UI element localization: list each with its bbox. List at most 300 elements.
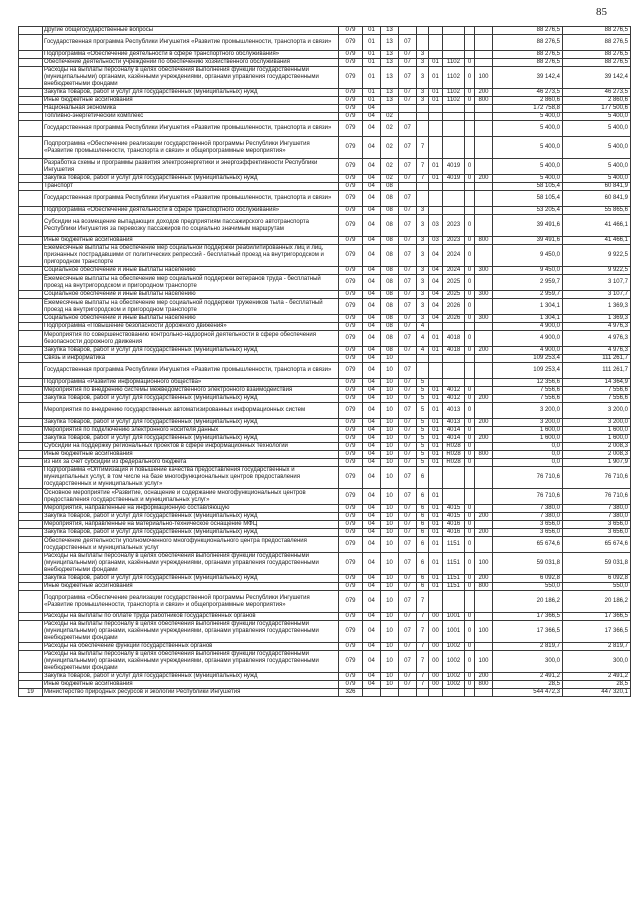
- amount-year-2: 76 710,6: [563, 489, 631, 505]
- table-row: [19, 521, 631, 529]
- sub-code: [465, 355, 475, 363]
- expense-type-code: [475, 323, 493, 331]
- direction-code: 2023: [443, 237, 465, 245]
- program-code: 07: [399, 529, 417, 537]
- program-code: 07: [399, 591, 417, 613]
- section-code: 01: [363, 35, 381, 51]
- program-code: 07: [399, 363, 417, 379]
- table-body: [19, 27, 631, 697]
- section-code: 04: [363, 237, 381, 245]
- row-description: Закупка товаров, работ и услуг для государственных (муниципальных) нужд: [43, 513, 339, 521]
- amount-year-1: 17 366,5: [493, 613, 563, 621]
- row-description: Мероприятия по совершенствованию контрольно-надзорной деятельности в сфере обеспечения безопасности дорожного движения: [43, 331, 339, 347]
- section-code: 01: [363, 59, 381, 67]
- expense-type-code: 800: [475, 237, 493, 245]
- subprogram-code: [417, 689, 429, 697]
- amount-year-2: 59 031,8: [563, 553, 631, 575]
- amount-year-2: 7 380,0: [563, 505, 631, 513]
- event-code: 01: [429, 331, 443, 347]
- table-row: [19, 681, 631, 689]
- amount-year-1: 4 900,0: [493, 323, 563, 331]
- subprogram-code: [417, 121, 429, 137]
- ministry-code: 326: [339, 689, 363, 697]
- subsection-code: 10: [381, 467, 399, 489]
- sub-code: 0: [465, 387, 475, 395]
- sub-code: 0: [465, 315, 475, 323]
- section-code: [363, 689, 381, 697]
- sub-code: [465, 183, 475, 191]
- subsection-code: [381, 689, 399, 697]
- subprogram-code: [417, 105, 429, 113]
- expense-type-code: 200: [475, 175, 493, 183]
- row-description: Связь и информатика: [43, 355, 339, 363]
- section-code: 04: [363, 521, 381, 529]
- subsection-code: 10: [381, 681, 399, 689]
- ministry-code: 079: [339, 207, 363, 215]
- sub-code: 0: [465, 621, 475, 643]
- table-row: [19, 267, 631, 275]
- row-description: Расходы на выплаты персоналу в целях обеспечения выполнения функций государственными (муниципальными) органами, казёнными учреждениями, органами управления государственными внебюджетными фондами: [43, 651, 339, 673]
- subsection-code: 08: [381, 191, 399, 207]
- section-code: 04: [363, 651, 381, 673]
- section-code: 04: [363, 245, 381, 267]
- row-number: [19, 521, 43, 529]
- expense-type-code: [475, 113, 493, 121]
- subsection-code: 10: [381, 363, 399, 379]
- program-code: 07: [399, 267, 417, 275]
- row-description: Закупка товаров, работ и услуг для государственных (муниципальных) нужд: [43, 395, 339, 403]
- sub-code: 0: [465, 403, 475, 419]
- row-number: [19, 113, 43, 121]
- sub-code: [465, 379, 475, 387]
- row-number: [19, 583, 43, 591]
- expense-type-code: [475, 245, 493, 267]
- amount-year-1: 39 142,4: [493, 67, 563, 89]
- amount-year-1: 20 186,2: [493, 591, 563, 613]
- amount-year-1: 6 092,8: [493, 575, 563, 583]
- subprogram-code: 3: [417, 97, 429, 105]
- table-row: [19, 59, 631, 67]
- amount-year-1: 58 105,4: [493, 191, 563, 207]
- amount-year-2: 5 400,0: [563, 137, 631, 159]
- amount-year-2: 55 865,6: [563, 207, 631, 215]
- amount-year-1: 9 450,0: [493, 267, 563, 275]
- row-description: Социальное обеспечение и иные выплаты населению: [43, 291, 339, 299]
- row-description: Закупка товаров, работ и услуг для государственных (муниципальных) нужд: [43, 419, 339, 427]
- expense-type-code: 200: [475, 513, 493, 521]
- direction-code: 1002: [443, 673, 465, 681]
- program-code: 07: [399, 553, 417, 575]
- row-description: Иные бюджетные ассигнования: [43, 97, 339, 105]
- event-code: [429, 35, 443, 51]
- section-code: 04: [363, 183, 381, 191]
- section-code: 01: [363, 67, 381, 89]
- amount-year-2: 4 976,3: [563, 323, 631, 331]
- subprogram-code: 5: [417, 379, 429, 387]
- event-code: 04: [429, 291, 443, 299]
- row-description: Подпрограмма «Оптимизация и повышение качества предоставления государственных и муниципальных услуг, в том числе на базе многофункциональных центров предоставления государственных и муниципальных услуг»: [43, 467, 339, 489]
- direction-code: [443, 323, 465, 331]
- amount-year-1: 2 959,7: [493, 275, 563, 291]
- sub-code: 0: [465, 237, 475, 245]
- program-code: 07: [399, 323, 417, 331]
- direction-code: 1001: [443, 621, 465, 643]
- table-row: [19, 67, 631, 89]
- program-code: 07: [399, 435, 417, 443]
- program-code: 07: [399, 97, 417, 105]
- amount-year-2: 60 841,9: [563, 183, 631, 191]
- table-row: [19, 191, 631, 207]
- section-code: 04: [363, 355, 381, 363]
- direction-code: 1102: [443, 67, 465, 89]
- row-description: из них за счет субсидии из федерального бюджета: [43, 459, 339, 467]
- section-code: 04: [363, 459, 381, 467]
- expense-type-code: [475, 159, 493, 175]
- program-code: 07: [399, 35, 417, 51]
- subprogram-code: 4: [417, 331, 429, 347]
- direction-code: [443, 591, 465, 613]
- sub-code: [465, 35, 475, 51]
- table-row: [19, 97, 631, 105]
- program-code: 07: [399, 427, 417, 435]
- sub-code: 0: [465, 651, 475, 673]
- table-row: [19, 553, 631, 575]
- direction-code: 4019: [443, 159, 465, 175]
- expense-type-code: [475, 537, 493, 553]
- amount-year-2: 1 600,0: [563, 435, 631, 443]
- expense-type-code: [475, 59, 493, 67]
- section-code: 01: [363, 89, 381, 97]
- subprogram-code: 6: [417, 467, 429, 489]
- program-code: 07: [399, 299, 417, 315]
- ministry-code: 079: [339, 299, 363, 315]
- subprogram-code: 6: [417, 489, 429, 505]
- amount-year-2: 88 276,5: [563, 51, 631, 59]
- subprogram-code: 7: [417, 613, 429, 621]
- subprogram-code: 3: [417, 67, 429, 89]
- subprogram-code: 7: [417, 651, 429, 673]
- row-number: [19, 427, 43, 435]
- row-number: [19, 489, 43, 505]
- subprogram-code: 7: [417, 621, 429, 643]
- ministry-code: 079: [339, 583, 363, 591]
- row-description: Закупка товаров, работ и услуг для государственных (муниципальных) нужд: [43, 89, 339, 97]
- direction-code: 4013: [443, 419, 465, 427]
- row-description: Иные бюджетные ассигнования: [43, 681, 339, 689]
- event-code: [429, 137, 443, 159]
- ministry-code: 079: [339, 275, 363, 291]
- table-row: [19, 651, 631, 673]
- sub-code: [465, 689, 475, 697]
- subprogram-code: 6: [417, 583, 429, 591]
- program-code: 07: [399, 575, 417, 583]
- expense-type-code: 800: [475, 97, 493, 105]
- table-row: [19, 363, 631, 379]
- row-description: Подпрограмма «Развитие информационного общества»: [43, 379, 339, 387]
- expense-type-code: 200: [475, 529, 493, 537]
- row-description: Ежемесячные выплаты на обеспечение мер социальной поддержки реабилитированных лиц и лиц, признанных пострадавшими от политических репрессий - бесплатный проезд на внутригородском и пригородном транспорте: [43, 245, 339, 267]
- sub-code: 0: [465, 175, 475, 183]
- program-code: 07: [399, 459, 417, 467]
- sub-code: 0: [465, 575, 475, 583]
- event-code: [429, 121, 443, 137]
- direction-code: [443, 355, 465, 363]
- event-code: 01: [429, 459, 443, 467]
- row-description: Иные бюджетные ассигнования: [43, 451, 339, 459]
- row-description: Расходы на выплаты персоналу в целях обеспечения выполнения функций государственными (муниципальными) органами, казёнными учреждениями, органами управления государственными внебюджетными фондами: [43, 67, 339, 89]
- event-code: 01: [429, 387, 443, 395]
- ministry-code: 079: [339, 237, 363, 245]
- amount-year-1: 88 276,5: [493, 51, 563, 59]
- row-number: [19, 513, 43, 521]
- event-code: 01: [429, 159, 443, 175]
- table-row: [19, 489, 631, 505]
- subprogram-code: 3: [417, 299, 429, 315]
- section-code: 04: [363, 443, 381, 451]
- amount-year-2: 2 008,3: [563, 451, 631, 459]
- row-number: [19, 591, 43, 613]
- subsection-code: 08: [381, 275, 399, 291]
- subprogram-code: 3: [417, 315, 429, 323]
- program-code: 07: [399, 673, 417, 681]
- section-code: 04: [363, 275, 381, 291]
- row-number: [19, 403, 43, 419]
- subsection-code: 02: [381, 175, 399, 183]
- expense-type-code: 200: [475, 435, 493, 443]
- row-number: [19, 59, 43, 67]
- sub-code: [465, 137, 475, 159]
- ministry-code: 079: [339, 591, 363, 613]
- subsection-code: 08: [381, 331, 399, 347]
- section-code: 04: [363, 621, 381, 643]
- table-row: [19, 529, 631, 537]
- table-row: [19, 183, 631, 191]
- event-code: 01: [429, 67, 443, 89]
- table-row: [19, 673, 631, 681]
- ministry-code: 079: [339, 643, 363, 651]
- direction-code: R028: [443, 451, 465, 459]
- direction-code: [443, 113, 465, 121]
- amount-year-2: 3 107,7: [563, 275, 631, 291]
- amount-year-2: 65 674,6: [563, 537, 631, 553]
- sub-code: 0: [465, 395, 475, 403]
- subsection-code: 10: [381, 613, 399, 621]
- amount-year-2: 300,0: [563, 651, 631, 673]
- row-description: Подпрограмма «Обеспечение деятельности в сфере транспортного обслуживания»: [43, 207, 339, 215]
- amount-year-1: 1 304,1: [493, 315, 563, 323]
- row-number: [19, 395, 43, 403]
- expense-type-code: 800: [475, 583, 493, 591]
- sub-code: 0: [465, 419, 475, 427]
- expense-type-code: 100: [475, 621, 493, 643]
- event-code: 01: [429, 59, 443, 67]
- amount-year-1: 17 366,5: [493, 621, 563, 643]
- subprogram-code: 5: [417, 435, 429, 443]
- direction-code: [443, 35, 465, 51]
- sub-code: 0: [465, 613, 475, 621]
- subprogram-code: [417, 355, 429, 363]
- amount-year-1: 2 491,2: [493, 673, 563, 681]
- row-description: Подпрограмма «Обеспечение деятельности в сфере транспортного обслуживания»: [43, 51, 339, 59]
- amount-year-2: 88 276,5: [563, 59, 631, 67]
- sub-code: [465, 363, 475, 379]
- amount-year-2: 4 976,3: [563, 347, 631, 355]
- program-code: 07: [399, 191, 417, 207]
- event-code: 00: [429, 613, 443, 621]
- event-code: 00: [429, 643, 443, 651]
- amount-year-2: 41 466,1: [563, 215, 631, 237]
- subsection-code: 13: [381, 27, 399, 35]
- direction-code: [443, 363, 465, 379]
- program-code: 07: [399, 537, 417, 553]
- section-code: 04: [363, 467, 381, 489]
- amount-year-2: 1 369,3: [563, 315, 631, 323]
- row-number: [19, 175, 43, 183]
- event-code: [429, 191, 443, 207]
- row-number: [19, 105, 43, 113]
- subprogram-code: 7: [417, 159, 429, 175]
- section-code: 04: [363, 513, 381, 521]
- row-number: [19, 451, 43, 459]
- amount-year-2: 7 556,6: [563, 387, 631, 395]
- subprogram-code: 3: [417, 275, 429, 291]
- row-number: [19, 137, 43, 159]
- program-code: 07: [399, 331, 417, 347]
- subprogram-code: [417, 35, 429, 51]
- event-code: 03: [429, 215, 443, 237]
- subsection-code: [381, 105, 399, 113]
- event-code: [429, 105, 443, 113]
- row-number: 19: [19, 689, 43, 697]
- amount-year-1: 4 900,0: [493, 331, 563, 347]
- row-number: [19, 643, 43, 651]
- subprogram-code: 6: [417, 505, 429, 513]
- table-row: [19, 275, 631, 291]
- section-code: 04: [363, 291, 381, 299]
- direction-code: 4015: [443, 505, 465, 513]
- row-description: Основное мероприятие «Развитие, оснащение и содержание многофункциональных центров предоставления государственных и муниципальных услуг»: [43, 489, 339, 505]
- row-number: [19, 459, 43, 467]
- event-code: 01: [429, 395, 443, 403]
- event-code: 01: [429, 97, 443, 105]
- table-row: [19, 27, 631, 35]
- direction-code: 1102: [443, 89, 465, 97]
- table-row: [19, 291, 631, 299]
- event-code: 01: [429, 583, 443, 591]
- program-code: 07: [399, 387, 417, 395]
- subsection-code: 10: [381, 621, 399, 643]
- expense-type-code: [475, 443, 493, 451]
- row-description: Ежемесячные выплаты на обеспечение мер социальной поддержки ветеранов труда - бесплатный проезд на внутригородском и пригородном транспорте: [43, 275, 339, 291]
- subsection-code: 10: [381, 513, 399, 521]
- row-number: [19, 237, 43, 245]
- amount-year-1: 88 276,5: [493, 59, 563, 67]
- direction-code: 1151: [443, 583, 465, 591]
- expense-type-code: [475, 51, 493, 59]
- expense-type-code: 200: [475, 575, 493, 583]
- amount-year-2: 2 491,2: [563, 673, 631, 681]
- subprogram-code: 7: [417, 681, 429, 689]
- subsection-code: 08: [381, 323, 399, 331]
- ministry-code: 079: [339, 553, 363, 575]
- row-number: [19, 275, 43, 291]
- amount-year-2: 46 273,5: [563, 89, 631, 97]
- direction-code: 2024: [443, 245, 465, 267]
- amount-year-1: 2 860,6: [493, 97, 563, 105]
- subsection-code: 10: [381, 387, 399, 395]
- table-row: [19, 347, 631, 355]
- amount-year-2: 9 922,5: [563, 245, 631, 267]
- row-number: [19, 159, 43, 175]
- program-code: [399, 113, 417, 121]
- ministry-code: 079: [339, 137, 363, 159]
- amount-year-1: 172 758,8: [493, 105, 563, 113]
- subsection-code: 10: [381, 489, 399, 505]
- table-row: [19, 403, 631, 419]
- row-description: Государственная программа Республики Ингушетия «Развитие промышленности, транспорта и связи»: [43, 35, 339, 51]
- expense-type-code: [475, 689, 493, 697]
- program-code: 07: [399, 51, 417, 59]
- program-code: 07: [399, 379, 417, 387]
- table-row: [19, 583, 631, 591]
- row-description: Министерство природных ресурсов и экологии Республики Ингушетия: [43, 689, 339, 697]
- amount-year-2: 550,0: [563, 583, 631, 591]
- direction-code: [443, 379, 465, 387]
- amount-year-1: 5 400,0: [493, 159, 563, 175]
- section-code: 04: [363, 489, 381, 505]
- amount-year-2: 177 500,6: [563, 105, 631, 113]
- subprogram-code: 6: [417, 529, 429, 537]
- ministry-code: 079: [339, 323, 363, 331]
- sub-code: 0: [465, 529, 475, 537]
- table-row: [19, 89, 631, 97]
- sub-code: 0: [465, 331, 475, 347]
- section-code: 04: [363, 113, 381, 121]
- subprogram-code: 5: [417, 403, 429, 419]
- expense-type-code: 200: [475, 419, 493, 427]
- amount-year-1: 7 380,0: [493, 505, 563, 513]
- program-code: 07: [399, 521, 417, 529]
- expense-type-code: 300: [475, 315, 493, 323]
- event-code: 01: [429, 521, 443, 529]
- direction-code: 4015: [443, 513, 465, 521]
- row-number: [19, 681, 43, 689]
- section-code: 04: [363, 191, 381, 207]
- expense-type-code: 200: [475, 89, 493, 97]
- subsection-code: 08: [381, 237, 399, 245]
- row-description: Субсидии на возмещение выпадающих доходов предприятиям пассажирского автотранспорта Республики Ингушетия за перевозку пассажиров по социально значимым маршрутам: [43, 215, 339, 237]
- program-code: 07: [399, 681, 417, 689]
- event-code: 03: [429, 237, 443, 245]
- amount-year-1: 2 959,7: [493, 291, 563, 299]
- expense-type-code: [475, 183, 493, 191]
- subprogram-code: 4: [417, 323, 429, 331]
- subprogram-code: 5: [417, 443, 429, 451]
- direction-code: [443, 207, 465, 215]
- row-description: Подпрограмма «Обеспечение реализации государственной программы Республики Ингушетия «Развитие промышленности, транспорта и связи» и общепрограммные мероприятия»: [43, 137, 339, 159]
- subsection-code: 10: [381, 459, 399, 467]
- program-code: [399, 27, 417, 35]
- sub-code: [465, 113, 475, 121]
- row-description: Разработка схемы и программы развития электроэнергетики и энергоэффективности Республики Ингушетия: [43, 159, 339, 175]
- subsection-code: 10: [381, 505, 399, 513]
- section-code: 04: [363, 427, 381, 435]
- expense-type-code: [475, 403, 493, 419]
- sub-code: 0: [465, 159, 475, 175]
- sub-code: 0: [465, 67, 475, 89]
- subsection-code: 02: [381, 121, 399, 137]
- ministry-code: 079: [339, 97, 363, 105]
